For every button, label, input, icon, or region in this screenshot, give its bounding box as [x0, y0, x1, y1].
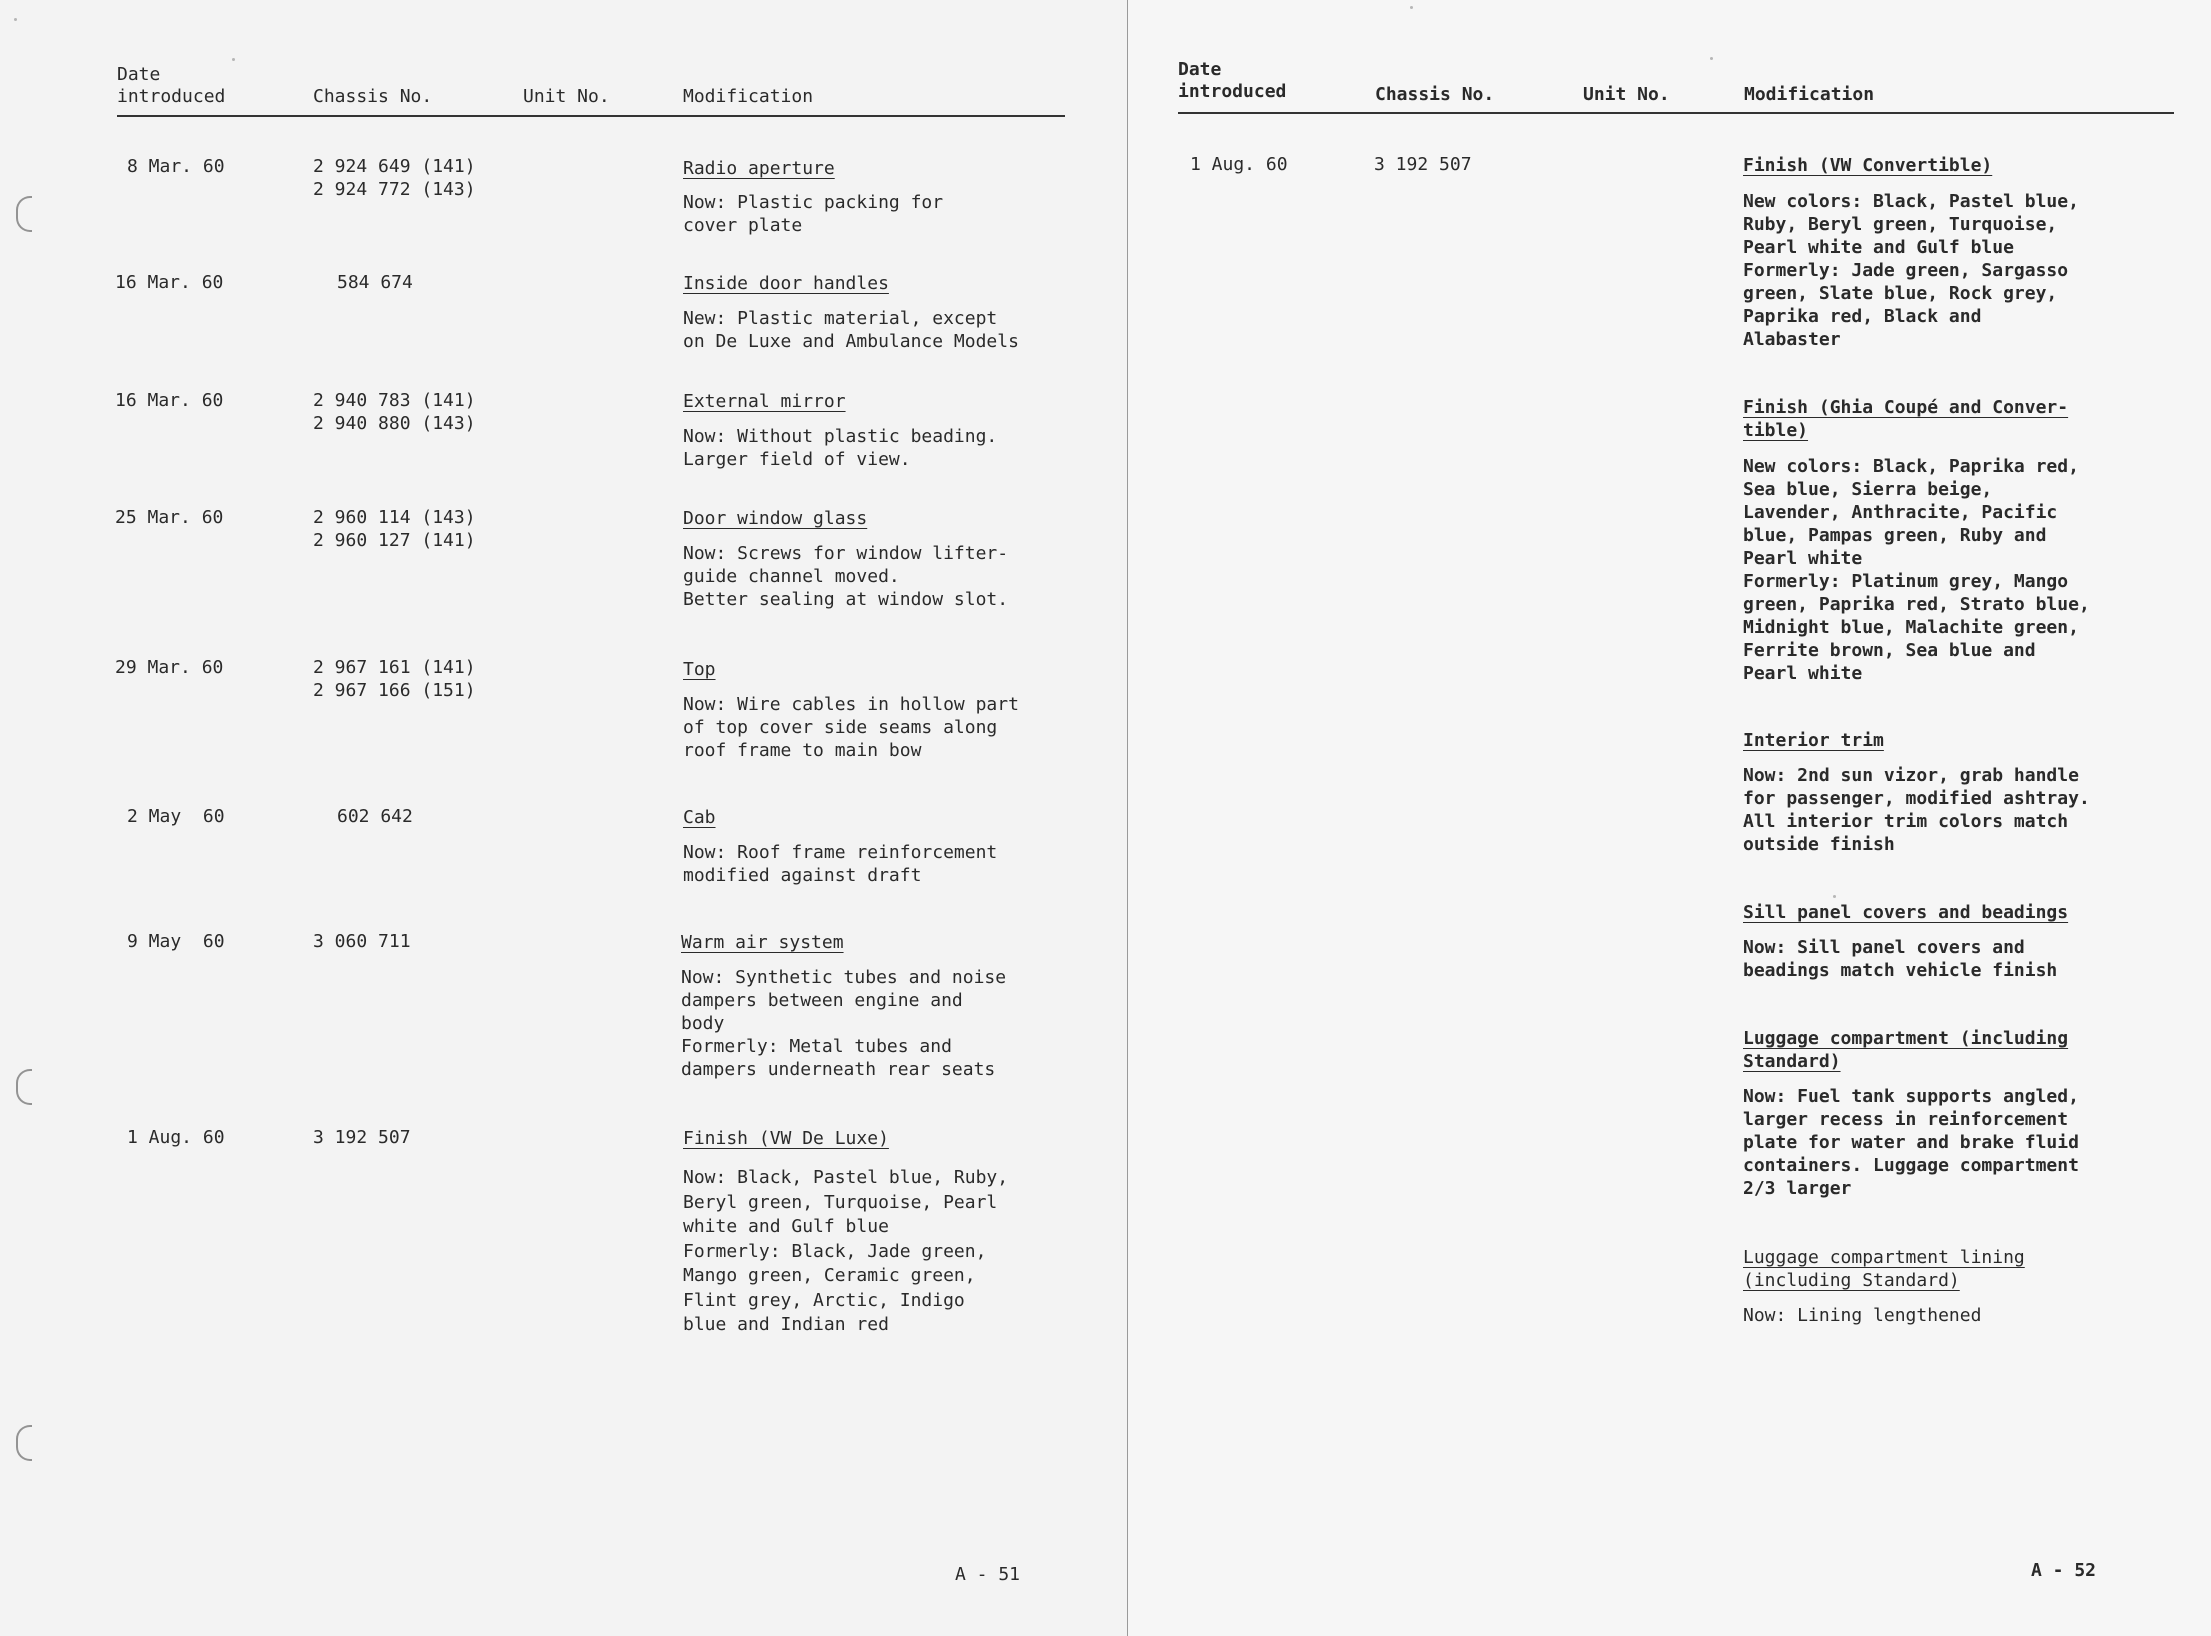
page-number: A - 52 — [2031, 1560, 2097, 1581]
entry-title: Interior trim — [1743, 730, 1884, 751]
row-desc: Now: Synthetic tubes and noise dampers between engine and body Formerly: Metal tubes and dampers underneath rear seats — [681, 967, 1007, 1080]
row-chassis: 3 060 711 — [313, 931, 411, 952]
binder-hole-mark — [16, 196, 32, 232]
entry-desc: Now: Fuel tank supports angled, larger recess in reinforcement plate for water and brake fluid containers. Luggage compartment 2/3 larger — [1743, 1086, 2079, 1199]
row-desc: Now: Without plastic beading. Larger field of view. — [683, 426, 998, 470]
header-rule — [1178, 112, 2174, 114]
row-desc: Now: Screws for window lifter- guide channel moved. Better sealing at window slot. — [683, 543, 1009, 610]
header-unit: Unit No. — [1583, 84, 1670, 105]
row-title: External mirror — [683, 391, 846, 412]
entry-title: Sill panel covers and beadings — [1743, 902, 2069, 923]
row-chassis: 2 967 161 (141) 2 967 166 (151) — [313, 657, 476, 701]
scan-speck — [1833, 895, 1836, 898]
scan-speck — [14, 18, 17, 21]
entry-date: 1 Aug. 60 — [1190, 154, 1288, 175]
entry-desc: New colors: Black, Paprika red, Sea blue, Sierra beige, Lavender, Anthracite, Pacific blue, Pampas green, Ruby and Pearl white Formerly: Platinum grey, Mango green, Paprika red, Strato blue, Midnight blue, Malachite green, Ferrite brown, Sea blue and Pearl white — [1743, 456, 2090, 684]
header-chassis: Chassis No. — [1375, 84, 1495, 105]
row-title: Door window glass — [683, 508, 868, 529]
row-title: Top — [683, 659, 716, 680]
row-date: 25 Mar. 60 — [115, 507, 224, 528]
right-page — [1128, 0, 2211, 1636]
scan-speck — [1410, 6, 1413, 9]
row-title: Inside door handles — [683, 273, 889, 294]
entry-desc: Now: Lining lengthened — [1743, 1305, 1982, 1326]
row-desc: New: Plastic material, except on De Luxe and Ambulance Models — [683, 308, 1019, 352]
entry-desc: Now: 2nd sun vizor, grab handle for passenger, modified ashtray. All interior trim colors match outside finish — [1743, 765, 2090, 855]
row-desc: Now: Plastic packing for cover plate — [683, 192, 944, 236]
header-modification: Modification — [1744, 84, 1875, 105]
page-number: A - 51 — [955, 1564, 1021, 1585]
row-chassis: 584 674 — [337, 272, 413, 293]
row-chassis: 2 960 114 (143) 2 960 127 (141) — [313, 507, 476, 551]
row-date: 29 Mar. 60 — [115, 657, 224, 678]
entry-title: Finish (Ghia Coupé and Conver- tible) — [1743, 397, 2069, 441]
binder-hole-mark — [16, 1425, 32, 1461]
header-chassis: Chassis No. — [313, 86, 433, 107]
row-title: Warm air system — [681, 932, 844, 953]
entry-title: Luggage compartment lining (including Standard) — [1743, 1247, 2025, 1291]
header-modification: Modification — [683, 86, 814, 107]
row-date: 16 Mar. 60 — [115, 272, 224, 293]
row-date: 2 May 60 — [127, 806, 225, 827]
scan-speck — [232, 58, 235, 61]
row-title: Finish (VW De Luxe) — [683, 1128, 889, 1149]
row-title: Radio aperture — [683, 158, 835, 179]
row-chassis: 2 940 783 (141) 2 940 880 (143) — [313, 390, 476, 434]
entry-desc: New colors: Black, Pastel blue, Ruby, Beryl green, Turquoise, Pearl white and Gulf blue Formerly: Jade green, Sargasso green, Slate blue, Rock grey, Paprika red, Black and Alabaster — [1743, 191, 2079, 350]
row-date: 9 May 60 — [127, 931, 225, 952]
header-date: Date introduced — [117, 64, 226, 107]
row-title: Cab — [683, 807, 716, 828]
scan-speck — [1710, 57, 1713, 60]
row-desc: Now: Wire cables in hollow part of top cover side seams along roof frame to main bow — [683, 694, 1019, 761]
binder-hole-mark — [16, 1069, 32, 1105]
row-desc: Now: Black, Pastel blue, Ruby, Beryl green, Turquoise, Pearl white and Gulf blue Formerly: Black, Jade green, Mango green, Ceramic green, Flint grey, Arctic, Indigo blue and Indian red — [683, 1167, 1009, 1335]
row-chassis: 3 192 507 — [313, 1127, 411, 1148]
entry-chassis: 3 192 507 — [1374, 154, 1472, 175]
entry-title: Luggage compartment (including Standard) — [1743, 1028, 2069, 1072]
row-date: 8 Mar. 60 — [127, 156, 225, 177]
row-date: 1 Aug. 60 — [127, 1127, 225, 1148]
header-rule — [117, 115, 1065, 117]
row-chassis: 602 642 — [337, 806, 413, 827]
row-date: 16 Mar. 60 — [115, 390, 224, 411]
header-unit: Unit No. — [523, 86, 610, 107]
header-date: Date introduced — [1178, 59, 1287, 102]
entry-title: Finish (VW Convertible) — [1743, 155, 1993, 176]
row-desc: Now: Roof frame reinforcement modified against draft — [683, 842, 998, 886]
entry-desc: Now: Sill panel covers and beadings match vehicle finish — [1743, 937, 2058, 981]
row-chassis: 2 924 649 (141) 2 924 772 (143) — [313, 156, 476, 200]
